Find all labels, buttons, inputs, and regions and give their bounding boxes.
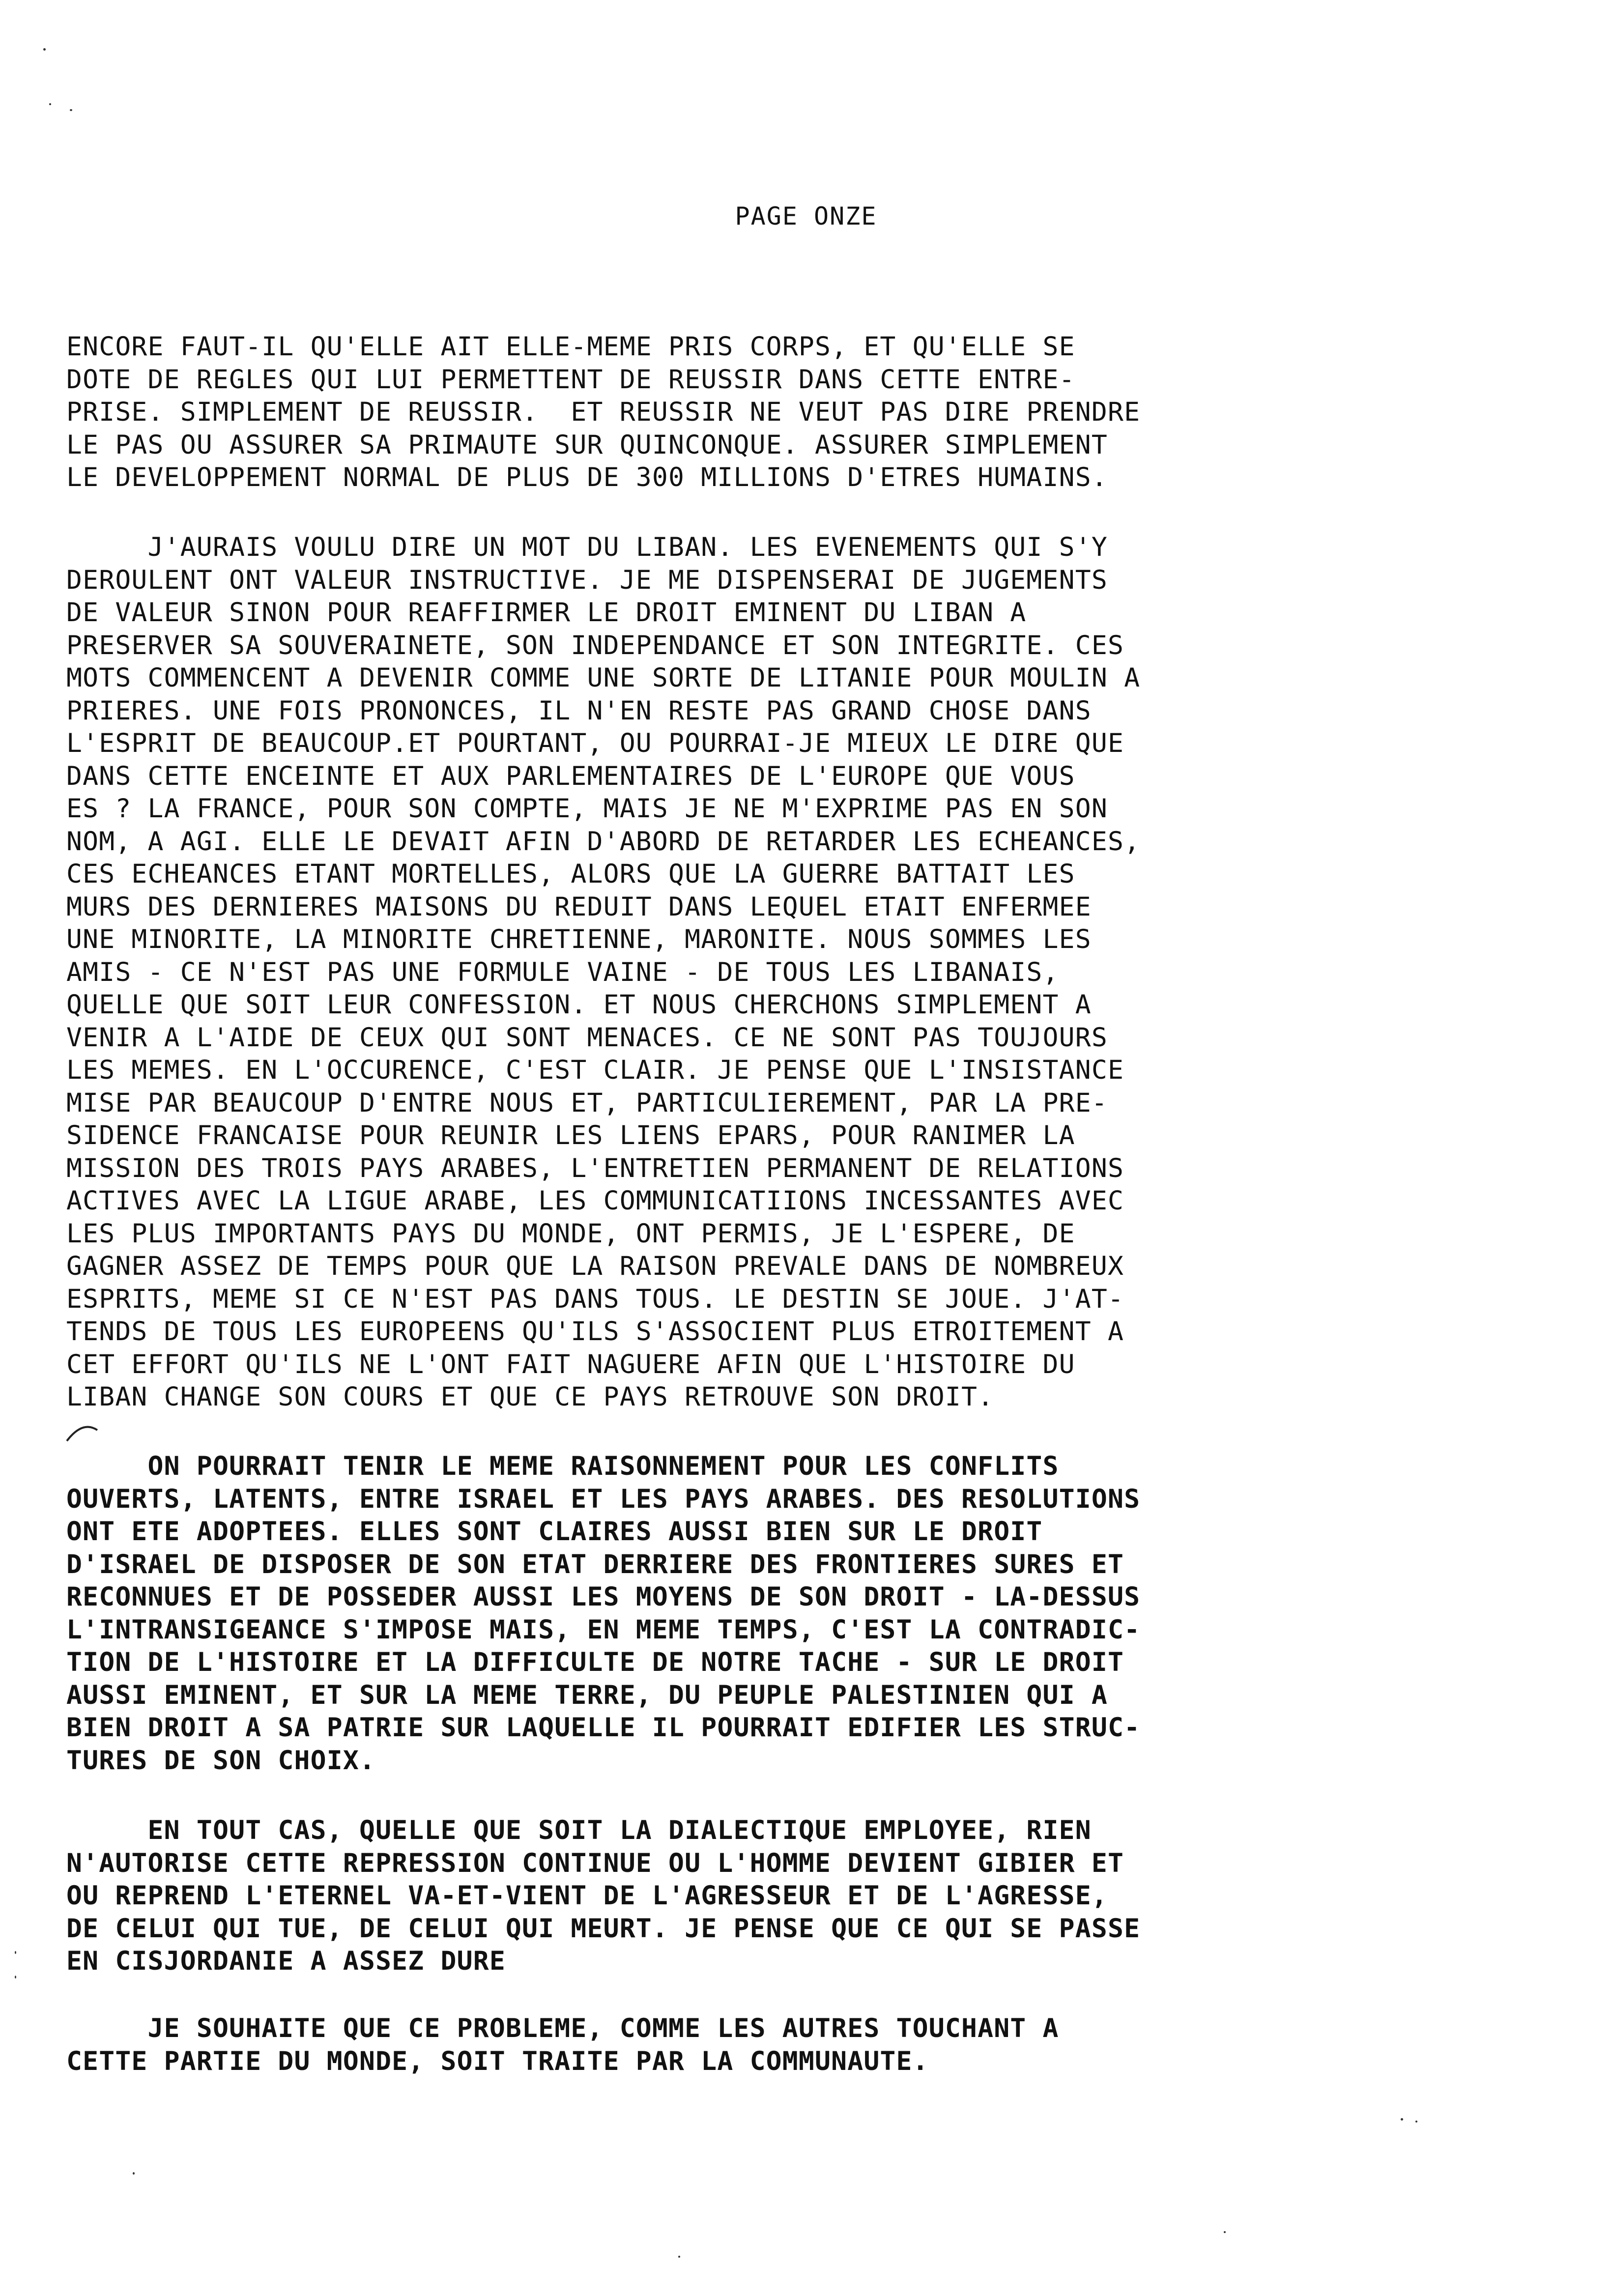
scan-speck (43, 48, 46, 51)
text-line: L'ESPRIT DE BEAUCOUP.ET POURTANT, OU POURRAI-JE MIEUX LE DIRE QUE (66, 728, 1124, 758)
scan-speck (15, 1976, 16, 1979)
text-line: L'INTRANSIGEANCE S'IMPOSE MAIS, EN MEME TEMPS, C'EST LA CONTRADIC- (66, 1614, 1141, 1645)
text-line: LE DEVELOPPEMENT NORMAL DE PLUS DE 300 MILLIONS D'ETRES HUMAINS. (66, 462, 1108, 492)
text-line: MURS DES DERNIERES MAISONS DU REDUIT DANS LEQUEL ETAIT ENFERMEE (66, 891, 1092, 922)
text-line: ACTIVES AVEC LA LIGUE ARABE, LES COMMUNICATIIONS INCESSANTES AVEC (66, 1186, 1124, 1216)
scan-speck (15, 1951, 16, 1954)
text-line: LES PLUS IMPORTANTS PAYS DU MONDE, ONT PERMIS, JE L'ESPERE, DE (66, 1218, 1075, 1249)
text-line: CET EFFORT QU'ILS NE L'ONT FAIT NAGUERE AFIN QUE L'HISTOIRE DU (66, 1349, 1075, 1379)
text-line: ESPRITS, MEME SI CE N'EST PAS DANS TOUS. LE DESTIN SE JOUE. J'AT- (66, 1284, 1124, 1314)
text-line: LIBAN CHANGE SON COURS ET QUE CE PAYS RETROUVE SON DROIT. (66, 1382, 994, 1412)
text-line: SIDENCE FRANCAISE POUR REUNIR LES LIENS EPARS, POUR RANIMER LA (66, 1120, 1075, 1150)
text-line: ES ? LA FRANCE, POUR SON COMPTE, MAIS JE NE M'EXPRIME PAS EN SON (66, 794, 1108, 824)
text-line: DE VALEUR SINON POUR REAFFIRMER LE DROIT EMINENT DU LIBAN A (66, 598, 1027, 628)
text-line: CETTE PARTIE DU MONDE, SOIT TRAITE PAR LA COMMUNAUTE. (66, 2046, 929, 2076)
scan-speck (70, 109, 72, 111)
text-line: QUELLE QUE SOIT LEUR CONFESSION. ET NOUS CHERCHONS SIMPLEMENT A (66, 990, 1092, 1020)
scan-speck (1401, 2118, 1403, 2121)
text-line: DE CELUI QUI TUE, DE CELUI QUI MEURT. JE PENSE QUE CE QUI SE PASSE (66, 1913, 1141, 1944)
text-line: DANS CETTE ENCEINTE ET AUX PARLEMENTAIRES DE L'EUROPE QUE VOUS (66, 761, 1075, 791)
text-line: OUVERTS, LATENTS, ENTRE ISRAEL ET LES PAYS ARABES. DES RESOLUTIONS (66, 1484, 1141, 1514)
text-line: CES ECHEANCES ETANT MORTELLES, ALORS QUE LA GUERRE BATTAIT LES (66, 859, 1075, 889)
text-line: RECONNUES ET DE POSSEDER AUSSI LES MOYENS DE SON DROIT - LA-DESSUS (66, 1582, 1141, 1612)
page-title: PAGE ONZE (735, 202, 877, 230)
handwritten-margin-mark (63, 1415, 112, 1445)
text-line: MOTS COMMENCENT A DEVENIR COMME UNE SORTE DE LITANIE POUR MOULIN A (66, 663, 1141, 693)
text-line: D'ISRAEL DE DISPOSER DE SON ETAT DERRIERE DES FRONTIERES SURES ET (66, 1549, 1124, 1579)
text-line: NOM, A AGI. ELLE LE DEVAIT AFIN D'ABORD DE RETARDER LES ECHEANCES, (66, 826, 1141, 857)
text-line: LE PAS OU ASSURER SA PRIMAUTE SUR QUINCONQUE. ASSURER SIMPLEMENT (66, 430, 1108, 460)
text-line: UNE MINORITE, LA MINORITE CHRETIENNE, MARONITE. NOUS SOMMES LES (66, 924, 1092, 954)
paragraph-2 (66, 531, 1570, 1414)
text-line: VENIR A L'AIDE DE CEUX QUI SONT MENACES. CE NE SONT PAS TOUJOURS (66, 1022, 1108, 1053)
text-line: ENCORE FAUT-IL QU'ELLE AIT ELLE-MEME PRIS CORPS, ET QU'ELLE SE (66, 332, 1075, 362)
text-line: N'AUTORISE CETTE REPRESSION CONTINUE OU L'HOMME DEVIENT GIBIER ET (66, 1848, 1124, 1878)
text-line: J'AURAIS VOULU DIRE UN MOT DU LIBAN. LES EVENEMENTS QUI S'Y (66, 532, 1108, 562)
text-line: TION DE L'HISTOIRE ET LA DIFFICULTE DE NOTRE TACHE - SUR LE DROIT (66, 1647, 1124, 1677)
text-line: PRESERVER SA SOUVERAINETE, SON INDEPENDANCE ET SON INTEGRITE. CES (66, 630, 1124, 660)
text-line: AMIS - CE N'EST PAS UNE FORMULE VAINE - DE TOUS LES LIBANAIS, (66, 957, 1059, 987)
scan-speck (1224, 2231, 1226, 2233)
text-line: PRIERES. UNE FOIS PRONONCES, IL N'EN RESTE PAS GRAND CHOSE DANS (66, 695, 1092, 726)
text-line: OU REPREND L'ETERNEL VA-ET-VIENT DE L'AGRESSEUR ET DE L'AGRESSE, (66, 1881, 1108, 1911)
text-line: JE SOUHAITE QUE CE PROBLEME, COMME LES AUTRES TOUCHANT A (66, 2013, 1059, 2043)
paragraph-5 (66, 2012, 1570, 2078)
text-line: AUSSI EMINENT, ET SUR LA MEME TERRE, DU PEUPLE PALESTINIEN QUI A (66, 1680, 1108, 1710)
text-line: PRISE. SIMPLEMENT DE REUSSIR. ET REUSSIR NE VEUT PAS DIRE PRENDRE (66, 397, 1141, 427)
text-line: LES MEMES. EN L'OCCURENCE, C'EST CLAIR. JE PENSE QUE L'INSISTANCE (66, 1055, 1124, 1085)
text-line: BIEN DROIT A SA PATRIE SUR LAQUELLE IL POURRAIT EDIFIER LES STRUC- (66, 1713, 1141, 1743)
text-line: TENDS DE TOUS LES EUROPEENS QU'ILS S'ASSOCIENT PLUS ETROITEMENT A (66, 1317, 1124, 1347)
text-line: DOTE DE REGLES QUI LUI PERMETTENT DE REUSSIR DANS CETTE ENTRE- (66, 364, 1075, 395)
scan-speck (678, 2256, 680, 2258)
scan-speck (133, 2172, 135, 2175)
text-line: TURES DE SON CHOIX. (66, 1745, 376, 1776)
paragraph-1 (66, 331, 1570, 494)
text-line: MISE PAR BEAUCOUP D'ENTRE NOUS ET, PARTICULIEREMENT, PAR LA PRE- (66, 1088, 1108, 1118)
text-line: EN CISJORDANIE A ASSEZ DURE (66, 1946, 506, 1976)
text-line: EN TOUT CAS, QUELLE QUE SOIT LA DIALECTIQUE EMPLOYEE, RIEN (66, 1815, 1092, 1845)
scan-speck (1415, 2121, 1417, 2123)
text-line: ONT ETE ADOPTEES. ELLES SONT CLAIRES AUSSI BIEN SUR LE DROIT (66, 1517, 1043, 1547)
text-line: MISSION DES TROIS PAYS ARABES, L'ENTRETIEN PERMANENT DE RELATIONS (66, 1153, 1124, 1183)
text-line: GAGNER ASSEZ DE TEMPS POUR QUE LA RAISON PREVALE DANS DE NOMBREUX (66, 1251, 1124, 1281)
paragraph-3 (66, 1450, 1570, 1777)
text-line: DEROULENT ONT VALEUR INSTRUCTIVE. JE ME DISPENSERAI DE JUGEMENTS (66, 565, 1108, 595)
scan-speck (49, 103, 51, 105)
paragraph-4 (66, 1814, 1570, 1978)
text-line: ON POURRAIT TENIR LE MEME RAISONNEMENT POUR LES CONFLITS (66, 1451, 1059, 1481)
